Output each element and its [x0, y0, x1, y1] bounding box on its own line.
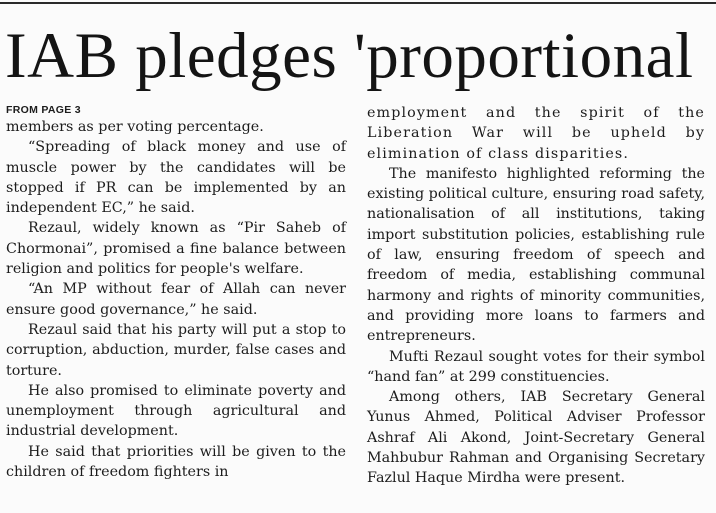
paragraph: “Spreading of black money and use of muscle power by the candidates will be stopped if PR can be implemented by an independent EC,” he said.	[6, 139, 346, 217]
paragraph: employment and the spirit of the Liberation War will be upheld by elimination of class disparities.	[367, 105, 705, 162]
paragraph: The manifesto highlighted reforming the existing political culture, ensuring road safety, nationalisation of all institutions, taking import substitution policies, establishing rule of law, ensuring freedom of speech and freedom of media, establishing communal harmony and rights of minority communities, and providing more loans to farmers and entrepreneurs.	[367, 165, 705, 345]
paragraph: He said that priorities will be given to the children of freedom fighters in	[6, 443, 346, 481]
paragraph: Among others, IAB Secretary General Yunus Ahmed, Political Adviser Professor Ashraf Ali Akond, Joint-Secretary General Mahbubur Rahman and Organising Secretary Fazlul Haque Mirdha were present.	[367, 389, 705, 487]
headline: IAB pledges 'proportional	[5, 20, 694, 92]
left-column	[6, 103, 346, 482]
paragraph: Rezaul said that his party will put a stop to corruption, abduction, murder, false cases and torture.	[6, 321, 346, 379]
paragraph: members as per voting percentage.	[6, 119, 264, 135]
paragraph: Rezaul, widely known as “Pir Saheb of Chormonai”, promised a fine balance between religion and politics for people's welfare.	[6, 220, 346, 278]
paragraph: Mufti Rezaul sought votes for their symbol “hand fan” at 299 constituencies.	[367, 348, 705, 385]
right-column	[367, 103, 705, 489]
kicker: FROM PAGE 3	[6, 104, 81, 116]
paragraph: He also promised to eliminate poverty and unemployment through agricultural and industrial development.	[6, 382, 346, 440]
top-rule	[0, 2, 716, 4]
paragraph: “An MP without fear of Allah can never ensure good governance,” he said.	[6, 281, 346, 318]
